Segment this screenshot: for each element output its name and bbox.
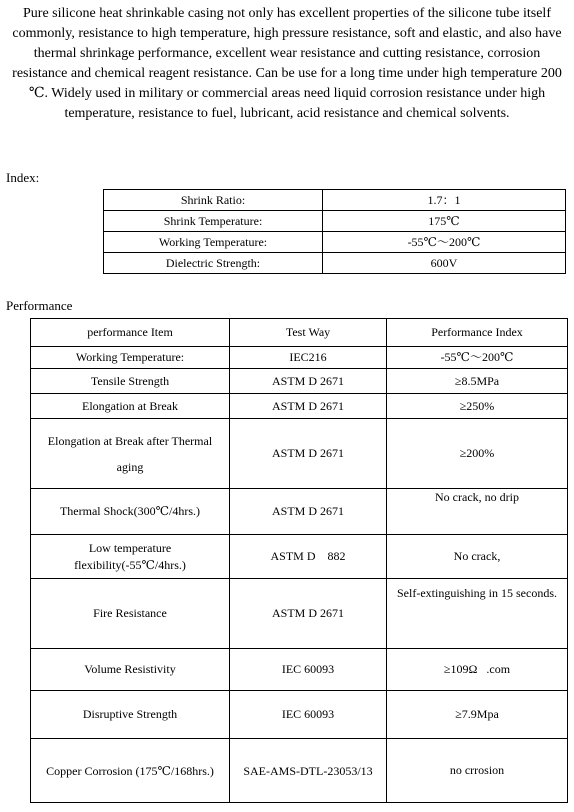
- test-way: IEC 60093: [230, 691, 387, 739]
- performance-item: Elongation at Break: [31, 394, 230, 419]
- performance-item: Low temperature flexibility(-55℃/4hrs.): [31, 535, 230, 579]
- index-value: -55℃～200℃: [323, 232, 566, 253]
- performance-item: Thermal Shock(300℃/4hrs.): [31, 489, 230, 535]
- performance-index: No crack,: [387, 535, 568, 579]
- table-row: [104, 190, 566, 211]
- performance-index: ≥200%: [387, 419, 568, 489]
- table-row: [31, 489, 568, 535]
- performance-item: Fire Resistance: [31, 579, 230, 649]
- test-way: ASTM D 2671: [230, 394, 387, 419]
- index-value: 600V: [323, 253, 566, 274]
- table-row: [104, 211, 566, 232]
- table-row: [31, 649, 568, 691]
- performance-index: ≥109Ω .com: [387, 649, 568, 691]
- table-row: [31, 579, 568, 649]
- table-row: [31, 369, 568, 394]
- column-header: Test Way: [230, 319, 387, 347]
- performance-index: No crack, no drip: [387, 489, 568, 535]
- performance-item: Disruptive Strength: [31, 691, 230, 739]
- table-header-row: [31, 319, 568, 347]
- index-value: 175℃: [323, 211, 566, 232]
- performance-item: Tensile Strength: [31, 369, 230, 394]
- performance-index: -55℃～200℃: [387, 347, 568, 369]
- index-table: [103, 189, 566, 274]
- test-way: ASTM D 2671: [230, 579, 387, 649]
- performance-index: Self-extinguishing in 15 seconds.: [387, 579, 568, 649]
- table-row: [31, 394, 568, 419]
- test-way: ASTM D 2671: [230, 369, 387, 394]
- index-name: Working Temperature:: [104, 232, 323, 253]
- performance-label: Performance: [6, 298, 73, 313]
- table-row: [31, 691, 568, 739]
- table-row: [31, 347, 568, 369]
- index-name: Shrink Temperature:: [104, 211, 323, 232]
- index-label: Index:: [6, 170, 40, 185]
- test-way: ASTM D 882: [230, 535, 387, 579]
- test-way: ASTM D 2671: [230, 489, 387, 535]
- intro-paragraph: Pure silicone heat shrinkable casing not only has excellent properties of the silicone tube itself commonly, resistance to high temperature, high pressure resistance, soft and elastic, and also have thermal shrinkage performance, excellent wear resistance and cutting resistance, corrosion resistance and chemical reagent resistance. Can be use for a long time under high temperature 200 ℃. Widely used in military or commercial areas need liquid corrosion resistance under high temperature, resistance to fuel, lubricant, acid resistance and chemical solvents.: [12, 6, 562, 121]
- table-row: [31, 739, 568, 803]
- test-way: IEC 60093: [230, 649, 387, 691]
- performance-index: ≥250%: [387, 394, 568, 419]
- performance-table: [30, 318, 568, 803]
- test-way: ASTM D 2671: [230, 419, 387, 489]
- index-name: Shrink Ratio:: [104, 190, 323, 211]
- table-row: [104, 253, 566, 274]
- performance-index: ≥8.5MPa: [387, 369, 568, 394]
- table-row: [31, 535, 568, 579]
- index-value: 1.7：1: [323, 190, 566, 211]
- test-way: IEC216: [230, 347, 387, 369]
- performance-item: Working Temperature:: [31, 347, 230, 369]
- performance-item: Elongation at Break after Thermal aging: [31, 419, 230, 489]
- table-row: [104, 232, 566, 253]
- performance-item: Volume Resistivity: [31, 649, 230, 691]
- index-name: Dielectric Strength:: [104, 253, 323, 274]
- column-header: performance Item: [31, 319, 230, 347]
- performance-item: Copper Corrosion (175℃/168hrs.): [31, 739, 230, 803]
- performance-index: no crrosion: [387, 739, 568, 803]
- performance-index: ≥7.9Mpa: [387, 691, 568, 739]
- test-way: SAE-AMS-DTL-23053/13: [230, 739, 387, 803]
- column-header: Performance Index: [387, 319, 568, 347]
- table-row: [31, 419, 568, 489]
